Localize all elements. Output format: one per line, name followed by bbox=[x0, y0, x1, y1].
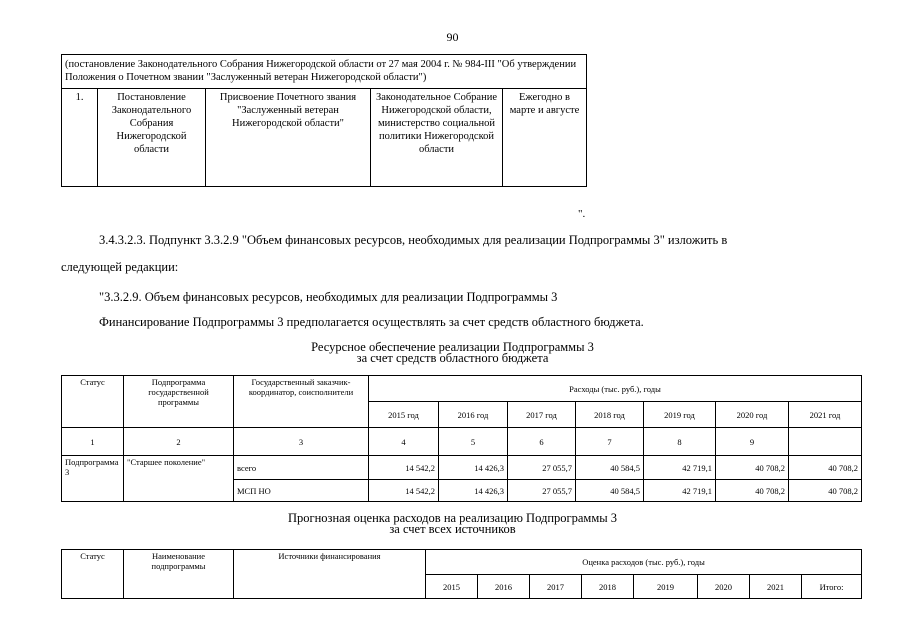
header-year: 2020 bbox=[698, 575, 750, 599]
header-expenses: Оценка расходов (тыс. руб.), годы bbox=[426, 550, 862, 575]
row-executor: Законодательное Собрание Нижегородской области, министерство социальной политики Нижегородской области bbox=[371, 89, 503, 187]
header-year: 2019 год bbox=[644, 402, 716, 428]
customer-cell: МСП НО bbox=[234, 480, 369, 502]
header-subprogram: Подпрограмма государственной программы bbox=[124, 376, 234, 428]
header-sources: Источники финансирования bbox=[234, 550, 426, 599]
header-year: 2015 bbox=[426, 575, 478, 599]
value-cell: 40 708,2 bbox=[716, 480, 789, 502]
header-year: 2019 bbox=[634, 575, 698, 599]
row-subject: Присвоение Почетного звания "Заслуженный ветеран Нижегородской области" bbox=[206, 89, 371, 187]
column-number: 4 bbox=[369, 428, 439, 456]
column-number: 3 bbox=[234, 428, 369, 456]
value-cell: 27 055,7 bbox=[508, 480, 576, 502]
paragraph-amendment-continued: следующей редакции: bbox=[61, 260, 179, 274]
caption-line: за счет всех источников bbox=[389, 522, 516, 536]
value-cell: 14 542,2 bbox=[369, 480, 439, 502]
column-number: 9 bbox=[716, 428, 789, 456]
status-cell: Подпрограмма 3 bbox=[62, 456, 124, 502]
subprogram-cell: "Старшее поколение" bbox=[124, 456, 234, 502]
header-status: Статус bbox=[62, 376, 124, 428]
table-row bbox=[62, 89, 587, 187]
value-cell: 40 584,5 bbox=[576, 480, 644, 502]
value-cell: 40 708,2 bbox=[789, 480, 862, 502]
header-subprogram: Наименование подпрограммы bbox=[124, 550, 234, 599]
customer-cell: всего bbox=[234, 456, 369, 480]
legislation-table bbox=[61, 54, 587, 187]
column-numbers-row bbox=[62, 428, 862, 456]
page-number: 90 bbox=[446, 30, 459, 44]
value-cell: 42 719,1 bbox=[644, 456, 716, 480]
header-year: 2018 bbox=[582, 575, 634, 599]
value-cell: 14 542,2 bbox=[369, 456, 439, 480]
header-year: 2017 bbox=[530, 575, 582, 599]
row-number: 1. bbox=[62, 89, 98, 187]
value-cell: 27 055,7 bbox=[508, 456, 576, 480]
header-year: 2015 год bbox=[369, 402, 439, 428]
column-number: 5 bbox=[439, 428, 508, 456]
header-expenses: Расходы (тыс. руб.), годы bbox=[369, 376, 862, 402]
resource-table-caption bbox=[0, 342, 905, 364]
header-year: 2017 год bbox=[508, 402, 576, 428]
caption-line: за счет средств областного бюджета bbox=[356, 351, 549, 365]
column-number: 1 bbox=[62, 428, 124, 456]
column-number bbox=[789, 428, 862, 456]
header-status: Статус bbox=[62, 550, 124, 599]
header-customer: Государственный заказчик-координатор, соисполнители bbox=[234, 376, 369, 428]
legislation-table-caption: (постановление Законодательного Собрания Нижегородской области от 27 мая 2004 г. № 984-III "Об утверждении Положения о Почетном звании "Заслуженный ветеран Нижегородской области") bbox=[62, 55, 587, 89]
column-number: 6 bbox=[508, 428, 576, 456]
forecast-table-caption bbox=[0, 513, 905, 535]
resource-table bbox=[61, 375, 862, 502]
value-cell: 40 708,2 bbox=[789, 456, 862, 480]
header-year: 2020 год bbox=[716, 402, 789, 428]
row-term: Ежегодно в марте и августе bbox=[503, 89, 587, 187]
header-year: 2016 год bbox=[439, 402, 508, 428]
value-cell: 40 708,2 bbox=[716, 456, 789, 480]
value-cell: 14 426,3 bbox=[439, 480, 508, 502]
value-cell: 42 719,1 bbox=[644, 480, 716, 502]
caption-line: Прогнозная оценка расходов на реализацию Подпрограммы 3 bbox=[287, 511, 618, 525]
forecast-table bbox=[61, 549, 862, 599]
column-number: 2 bbox=[124, 428, 234, 456]
value-cell: 14 426,3 bbox=[439, 456, 508, 480]
header-total: Итого: bbox=[802, 575, 862, 599]
table-row bbox=[62, 456, 862, 480]
header-year: 2021 bbox=[750, 575, 802, 599]
paragraph-amendment: 3.4.3.2.3. Подпункт 3.3.2.9 "Объем финансовых ресурсов, необходимых для реализации Подпрограммы 3" изложить в bbox=[99, 233, 728, 247]
header-year: 2021 год bbox=[789, 402, 862, 428]
column-number: 8 bbox=[644, 428, 716, 456]
header-year: 2018 год bbox=[576, 402, 644, 428]
column-number: 7 bbox=[576, 428, 644, 456]
value-cell: 40 584,5 bbox=[576, 456, 644, 480]
row-act: Постановление Законодательного Собрания Нижегородской области bbox=[98, 89, 206, 187]
closing-quote: ". bbox=[578, 208, 586, 220]
header-year: 2016 bbox=[478, 575, 530, 599]
paragraph-new-text: "3.3.2.9. Объем финансовых ресурсов, необходимых для реализации Подпрограммы 3 bbox=[99, 290, 558, 304]
caption-line: Ресурсное обеспечение реализации Подпрограммы 3 bbox=[311, 340, 594, 354]
paragraph-financing: Финансирование Подпрограммы 3 предполагается осуществлять за счет средств областного бюджета. bbox=[99, 315, 644, 329]
